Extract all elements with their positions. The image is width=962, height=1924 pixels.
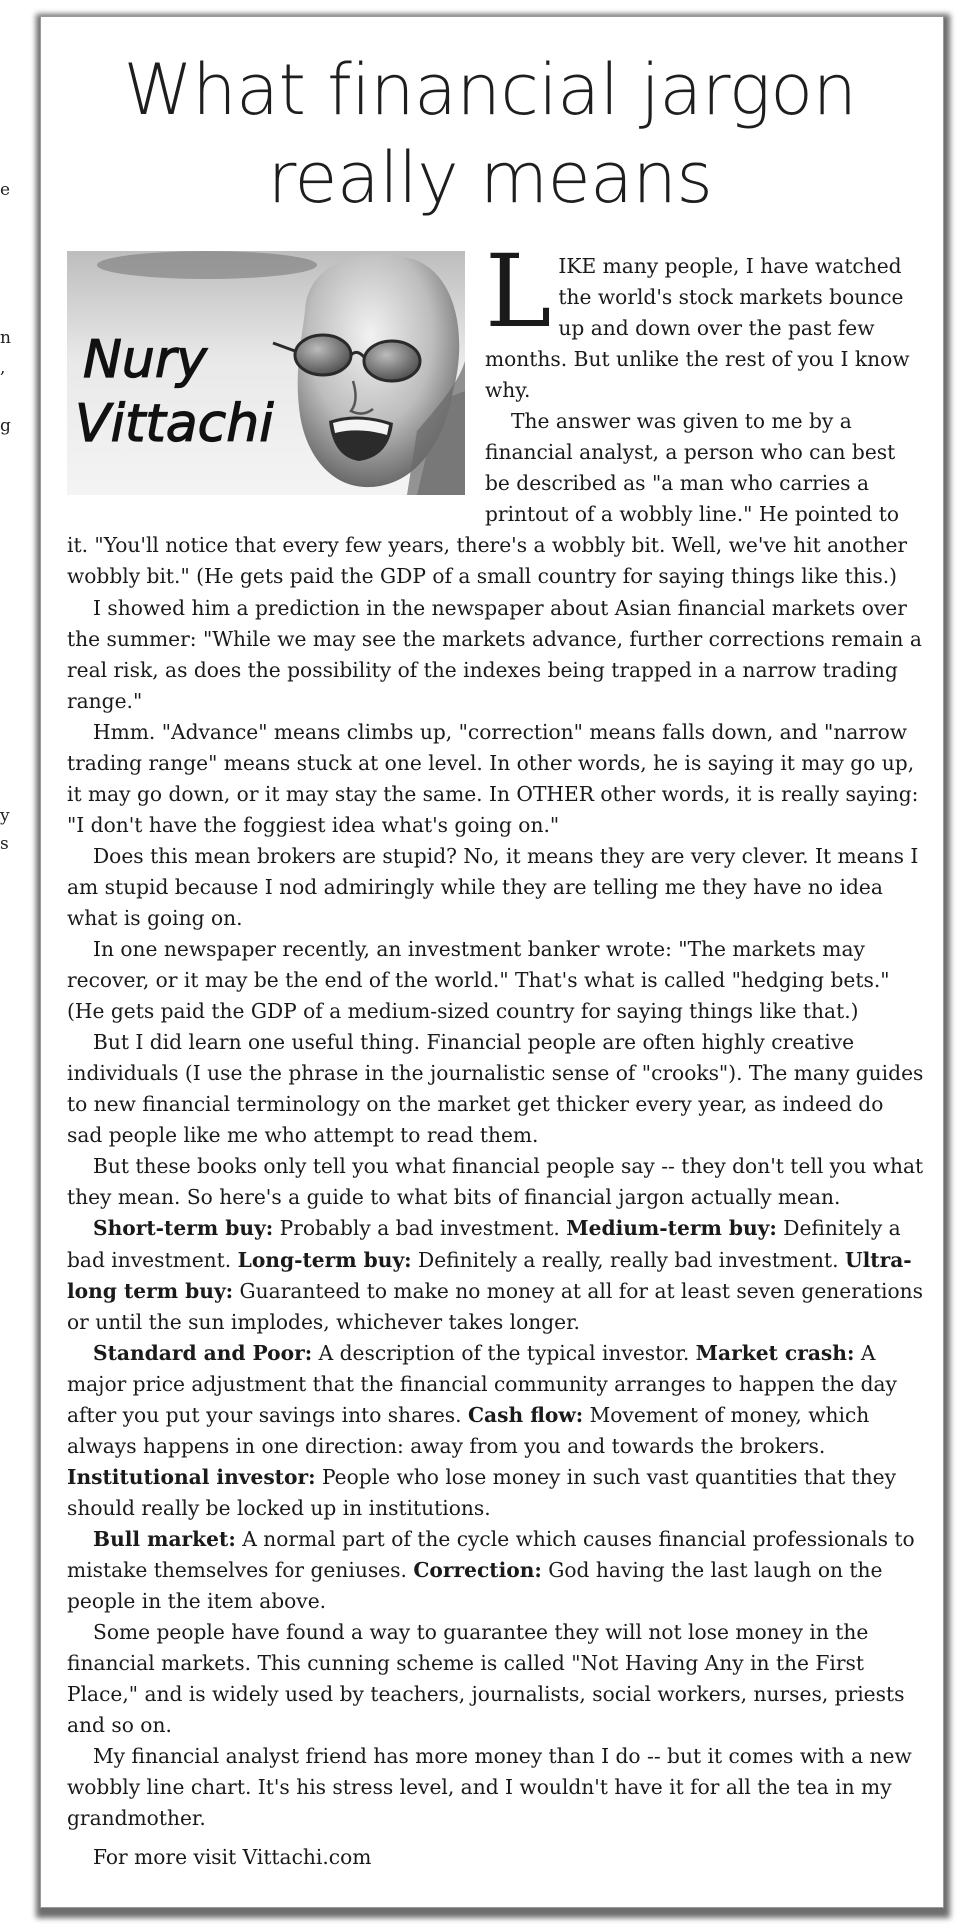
glossary-term: Short-term buy:: [93, 1216, 274, 1241]
glossary-term: Correction:: [413, 1557, 542, 1582]
glossary-term: Bull market:: [93, 1526, 236, 1551]
author-photo: [67, 251, 465, 495]
glossary-paragraph: Standard and Poor: A description of the typical investor. Market crash: A major price adjustment that the financial community arranges to happen the day after you put your savings into shares. Cash flow: Movement of money, which always happens in one direction: away from you and towards the brokers. Institutional investor: People who lose money in such vast quantities that they should really be locked up in institutions.: [67, 1340, 897, 1520]
paragraph: But I did learn one useful thing. Financial people are often highly creative individuals (I use the phrase in the journalistic sense of "crooks"). The many guides to new financial terminology on the market get thicker every year, as indeed do sad people like me who attempt to read them.: [67, 1030, 924, 1148]
glossary-term: Market crash:: [695, 1340, 855, 1365]
margin-fragment: ,: [0, 358, 6, 378]
headline-line-1: What financial jargon: [123, 49, 857, 131]
margin-fragment: y: [0, 806, 10, 826]
glossary-term: Ultra-long term buy:: [67, 1247, 912, 1303]
author-portrait-illustration: [67, 251, 465, 495]
footer-link-text: For more visit Vittachi.com: [93, 1845, 372, 1870]
paragraph: Does this mean brokers are stupid? No, it means they are very clever. It means I am stupid because I nod admiringly while they are telling me they have no idea what is going on.: [67, 843, 919, 930]
caption-name-first: Nury: [83, 330, 208, 390]
glossary-term: Standard and Poor:: [93, 1340, 313, 1365]
paragraph: The answer was given to me by a financial analyst, a person who can best be described as "a man who carries a printout of a wobbly line." He pointed to it. "You'll notice that every few years, there's a wobbly bit. Well, we've hit another wobbly bit." (He gets paid the GDP of a small country for saying things like this.): [67, 409, 908, 589]
glossary-term: Cash flow:: [467, 1402, 584, 1427]
paragraph: I showed him a prediction in the newspaper about Asian financial markets over the summer: "While we may see the markets advance, further corrections remain a real risk, as does the possibility of the indexes being trapped in a narrow trading range.": [67, 595, 922, 713]
glossary-paragraph: Bull market: A normal part of the cycle which causes financial professionals to mistake themselves for geniuses. Correction: God having the last laugh on the people in the item above.: [67, 1526, 915, 1614]
paragraph: But these books only tell you what financial people say -- they don't tell you what they mean. So here's a guide to what bits of financial jargon actually mean.: [67, 1154, 924, 1210]
article-body: [67, 233, 924, 1873]
paragraph: My financial analyst friend has more money than I do -- but it comes with a new wobbly line chart. It's his stress level, and I wouldn't have it for all the tea in my grandmother.: [67, 1744, 912, 1831]
adjacent-column-fragment: [0, 0, 14, 1924]
glossary-term: Medium-term buy:: [566, 1216, 777, 1241]
glossary-paragraph: Short-term buy: Probably a bad investment. Medium-term buy: Definitely a bad investment. Long-term buy: Definitely a really, really bad investment. Ultra-long term buy: Guaranteed to make no money at all for at least seven generations or until the sun implodes, whichever takes longer.: [67, 1216, 924, 1334]
glossary-term: Institutional investor:: [67, 1464, 316, 1489]
headline-line-2: really means: [267, 137, 713, 219]
paragraph: In one newspaper recently, an investment banker wrote: "The markets may recover, or it may be the end of the world." That's what is called "hedging bets." (He gets paid the GDP of a medium-sized country for saying things like that.): [67, 937, 890, 1024]
margin-fragment: s: [0, 834, 9, 854]
drop-cap: L: [485, 233, 552, 350]
caption-name-last: Vittachi: [75, 394, 274, 454]
glossary-term: Long-term buy:: [237, 1247, 412, 1272]
paragraph: Hmm. "Advance" means climbs up, "correction" means falls down, and "narrow trading range" means stuck at one level. In other words, he is saying it may go up, it may go down, or it may stay the same. In OTHER other words, it is really saying: "I don't have the foggiest idea what's going on.": [67, 719, 919, 837]
paragraph: Some people have found a way to guarantee they will not lose money in the financial markets. This cunning scheme is called "Not Having Any in the First Place," and is widely used by teachers, journalists, social workers, nurses, priests and so on.: [67, 1620, 905, 1738]
paragraph: LIKE many people, I have watched the world's stock markets bounce up and down over the past few months. But unlike the rest of you I know why.: [485, 233, 910, 403]
margin-fragment: g: [0, 416, 11, 436]
margin-fragment: n: [0, 328, 11, 348]
margin-fragment: e: [0, 180, 11, 200]
article-headline: [60, 46, 920, 222]
